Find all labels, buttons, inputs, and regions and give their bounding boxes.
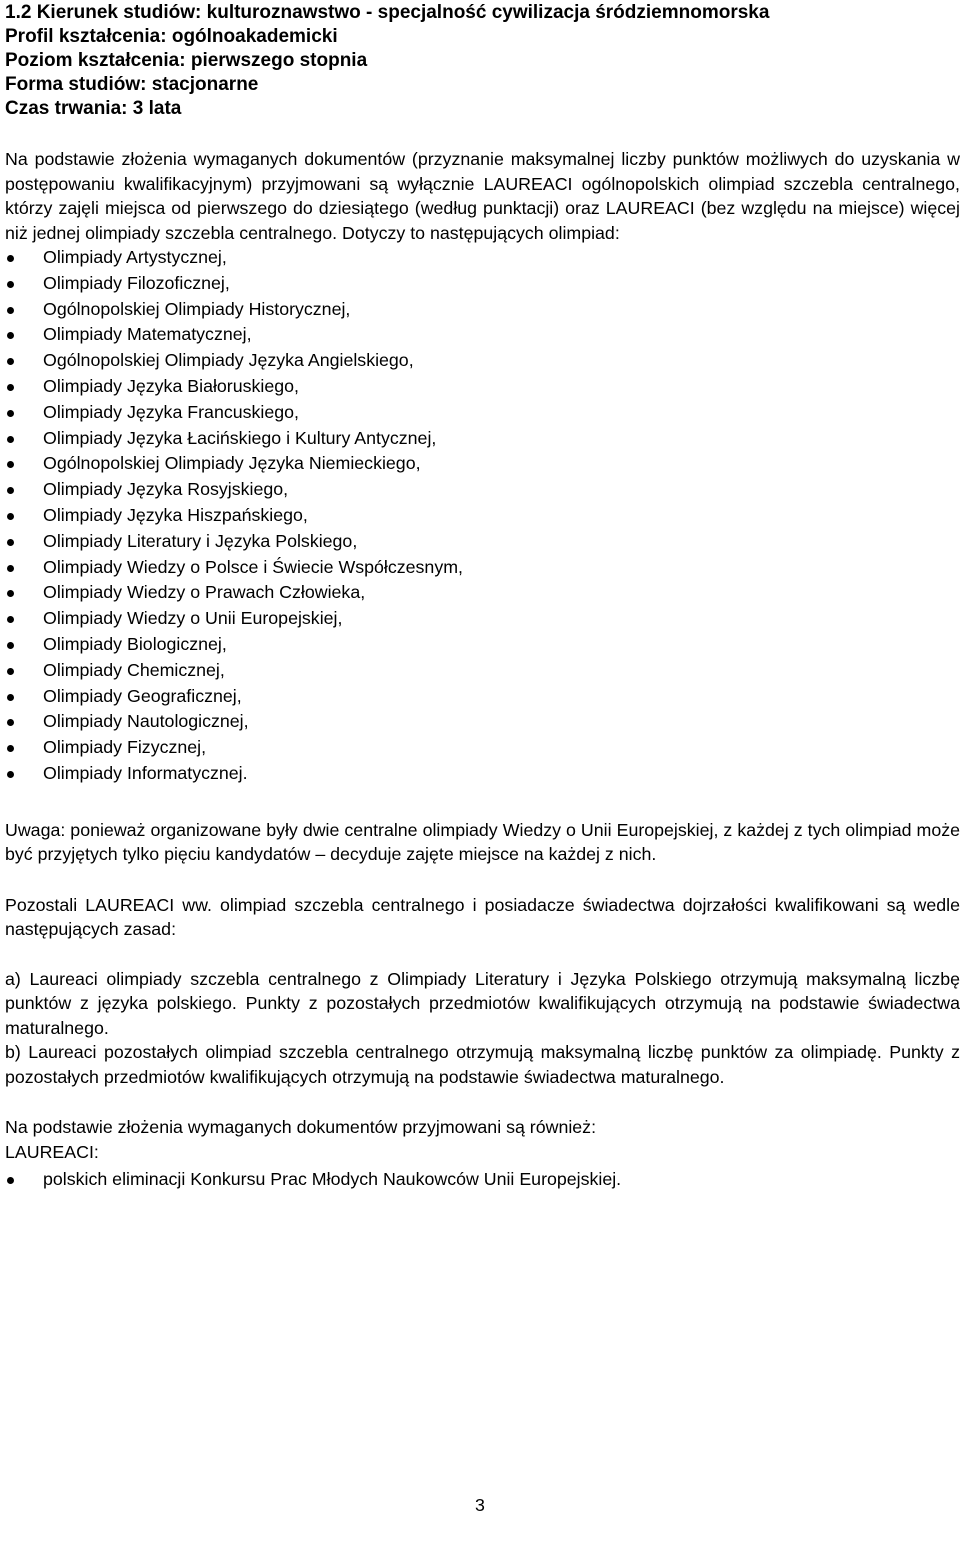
list-item: Olimpiady Artystycznej, — [5, 245, 960, 271]
list-item: Olimpiady Chemicznej, — [5, 658, 960, 684]
bullet-icon — [7, 332, 14, 339]
list-item: Olimpiady Nautologicznej, — [5, 709, 960, 735]
bullet-icon — [7, 616, 14, 623]
bullet-icon — [7, 668, 14, 675]
bullet-icon — [7, 513, 14, 520]
list-item: Olimpiady Informatycznej. — [5, 761, 960, 787]
bullet-icon — [7, 1177, 14, 1184]
olympiads-list — [5, 245, 960, 787]
bullet-icon — [7, 487, 14, 494]
bullet-icon — [7, 307, 14, 314]
also-accepted-paragraph: Na podstawie złożenia wymaganych dokumentów przyjmowani są również: — [5, 1117, 597, 1138]
intro-paragraph: Na podstawie złożenia wymaganych dokumentów (przyznanie maksymalnej liczby punktów możliwych do uzyskania w postępowaniu kwalifikacyjnym) przyjmowani są wyłącznie LAUREACI ogólnopolskich olimpiad szczebla centralnego, którzy zajęli miejsca od pierwszego do dziesiątego (według punktacji) oraz LAUREACI (bez względu na miejsce) więcej niż jednej olimpiady szczebla centralnego. Dotyczy to następujących olimpiad: — [5, 149, 960, 243]
document-page — [5, 0, 960, 1193]
bullet-icon — [7, 539, 14, 546]
rule-b-paragraph: b) Laureaci pozostałych olimpiad szczebla centralnego otrzymują maksymalną liczbę punktów za olimpiadę. Punkty z pozostałych przedmiotów kwalifikujących otrzymują na podstawie świadectwa maturalnego. — [5, 1042, 960, 1087]
list-item: Olimpiady Języka Hiszpańskiego, — [5, 503, 960, 529]
level-line: Poziom kształcenia: pierwszego stopnia — [5, 50, 368, 71]
bullet-icon — [7, 436, 14, 443]
list-item: Olimpiady Biologicznej, — [5, 632, 960, 658]
list-item: Olimpiady Języka Francuskiego, — [5, 400, 960, 426]
list-item: Ogólnopolskiej Olimpiady Języka Angielskiego, — [5, 348, 960, 374]
bullet-icon — [7, 745, 14, 752]
list-item: Olimpiady Wiedzy o Unii Europejskiej, — [5, 606, 960, 632]
rule-a-paragraph: a) Laureaci olimpiady szczebla centralnego z Olimpiady Literatury i Języka Polskiego otrzymują maksymalną liczbę punktów z języka polskiego. Punkty z pozostałych przedmiotów kwalifikujących otrzymują na podstawie świadectwa maturalnego. — [5, 968, 960, 1038]
list-item: Olimpiady Wiedzy o Prawach Człowieka, — [5, 580, 960, 606]
bullet-icon — [7, 358, 14, 365]
bullet-icon — [7, 384, 14, 391]
list-item: Olimpiady Matematycznej, — [5, 322, 960, 348]
bullet-icon — [7, 642, 14, 649]
bullet-icon — [7, 565, 14, 572]
duration-line: Czas trwania: 3 lata — [5, 98, 182, 119]
list-item: Olimpiady Fizycznej, — [5, 735, 960, 761]
bullet-icon — [7, 719, 14, 726]
bullet-icon — [7, 590, 14, 597]
program-header — [5, 0, 960, 121]
bullet-icon — [7, 410, 14, 417]
list-item: Ogólnopolskiej Olimpiady Historycznej, — [5, 297, 960, 323]
profile-line: Profil kształcenia: ogólnoakademicki — [5, 26, 338, 47]
list-item: polskich eliminacji Konkursu Prac Młodych Naukowców Unii Europejskiej. — [5, 1167, 960, 1193]
bullet-icon — [7, 461, 14, 468]
form-line: Forma studiów: stacjonarne — [5, 74, 259, 95]
bullet-icon — [7, 771, 14, 778]
list-item: Olimpiady Języka Białoruskiego, — [5, 374, 960, 400]
note-paragraph: Uwaga: ponieważ organizowane były dwie centralne olimpiady Wiedzy o Unii Europejskiej, z każdej z tych olimpiad może być przyjętych tylko pięciu kandydatów – decyduje zajęte miejsce na każdej z nich. — [5, 819, 960, 865]
list-item: Olimpiady Literatury i Języka Polskiego, — [5, 529, 960, 555]
list-item: Olimpiady Filozoficznej, — [5, 271, 960, 297]
list-item: Olimpiady Geograficznej, — [5, 684, 960, 710]
list-item: Olimpiady Języka Łacińskiego i Kultury Antycznej, — [5, 426, 960, 452]
list-item: Olimpiady Wiedzy o Polsce i Świecie Współczesnym, — [5, 555, 960, 581]
page-number: 3 — [475, 1495, 485, 1515]
others-paragraph: Pozostali LAUREACI ww. olimpiad szczebla centralnego i posiadacze świadectwa dojrzałości kwalifikowani są wedle następujących zasad: — [5, 894, 960, 940]
program-title: 1.2 Kierunek studiów: kulturoznawstwo - specjalność cywilizacja śródziemnomorska — [5, 2, 770, 23]
list-item: Olimpiady Języka Rosyjskiego, — [5, 477, 960, 503]
competitions-list — [5, 1167, 960, 1193]
laureaci-label: LAUREACI: — [5, 1141, 99, 1162]
list-item: Ogólnopolskiej Olimpiady Języka Niemieckiego, — [5, 451, 960, 477]
bullet-icon — [7, 694, 14, 701]
bullet-icon — [7, 281, 14, 288]
bullet-icon — [7, 255, 14, 262]
